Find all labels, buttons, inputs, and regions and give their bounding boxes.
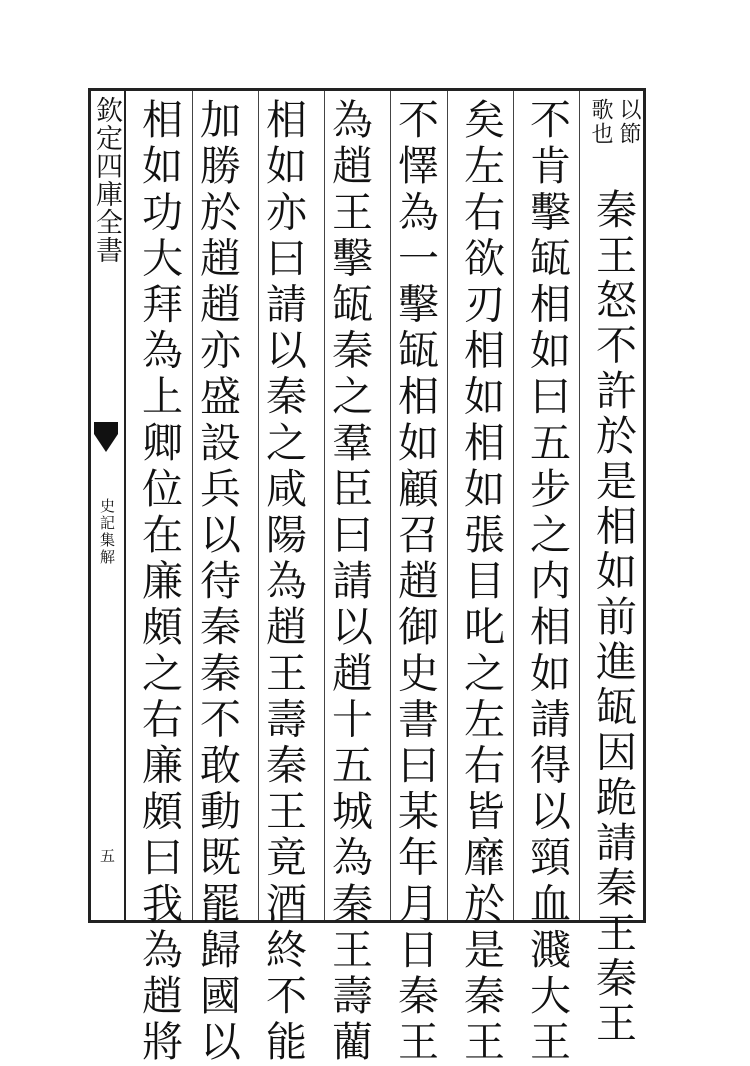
text-column-1: 秦王怒不許於是相如前進缻因跪請秦王秦王 — [589, 188, 637, 1047]
text-column-6: 相如亦曰請以秦之咸陽為趙王壽秦王竟酒終不能 — [259, 98, 307, 1066]
book-title: 史記集解 — [98, 498, 116, 566]
annotation-right: 以節 — [616, 98, 641, 146]
text-column-5: 為趙王擊缻秦之羣臣曰請以趙十五城為秦王壽藺 — [325, 98, 373, 1066]
page-number: 五 — [98, 848, 116, 863]
annotation-left: 歌也 — [588, 98, 613, 146]
fishtail-mark-icon — [94, 422, 118, 452]
text-column-4: 不懌為一擊缻相如顧召趙御史書曰某年月日秦王 — [391, 98, 439, 1066]
text-column-3: 矣左右欲刃相如相如張目叱之左右皆靡於是秦王 — [457, 98, 505, 1066]
collection-title: 欽定四庫全書 — [91, 96, 122, 264]
text-column-8: 相如功大拜為上卿位在廉頗之右廉頗曰我為趙將 — [135, 98, 183, 1066]
margin-strip — [88, 88, 126, 923]
text-column-7: 加勝於趙趙亦盛設兵以待秦秦不敢動既罷歸國以 — [193, 98, 241, 1066]
annotation-note — [585, 98, 643, 188]
text-column-2: 不肯擊缻相如曰五步之内相如請得以頸血濺大王 — [523, 98, 571, 1066]
